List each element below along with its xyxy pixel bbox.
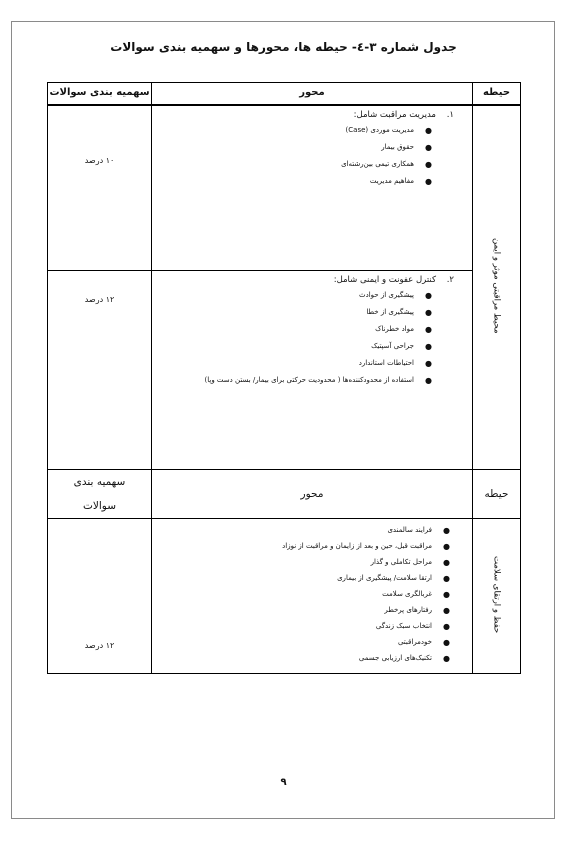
table-row (48, 519, 521, 674)
list-item: ● مدیریت موردی (Case) (345, 125, 432, 135)
list-item: ● حقوق بیمار (381, 142, 432, 152)
axis-heading: ۱. مدیریت مراقبت شامل: (353, 109, 454, 120)
list-item: ● مواد خطرناک (375, 325, 432, 335)
share-cell: ۱۰ درصد (48, 105, 152, 271)
axis-cell (152, 271, 473, 470)
domain-cell-safe-care (473, 105, 521, 470)
list-item: ● مراحل تکاملی و گذار (370, 558, 450, 567)
header-domain: حیطه (473, 470, 521, 519)
header-axis: محور (152, 470, 473, 519)
document-title: جدول شماره ۳-٤- حیطه ها، محورها و سهمیه بندی سوالات (110, 40, 457, 54)
axis-item-list (158, 125, 454, 187)
axis-cell (152, 519, 473, 674)
table-row (48, 105, 521, 271)
list-item: ● خودمراقبتی (397, 638, 450, 647)
list-item: ● جراحی آسپتیک (371, 342, 432, 352)
list-item: ● فرایند سالمندی (387, 526, 450, 535)
header-axis: محور (152, 83, 473, 105)
list-item: ● استفاده از محدودکننده‌ها ( محدودیت حرکتی برای بیمار/ بستن دست وپا) (204, 376, 432, 386)
share-cell: ۱۲ درصد (48, 519, 152, 674)
header-share: سهمیه بندی سوالات (48, 83, 152, 105)
domain-label: محیط مراقبتی موثر و ایمن (491, 238, 502, 334)
list-item: ● پیشگیری از خطا (366, 308, 432, 318)
table-header-row-repeat (48, 470, 521, 519)
domain-label: حفظ و ارتقای سلامت (491, 556, 502, 634)
list-item: ● ارتقا سلامت/ پیشگیری از بیماری (337, 574, 450, 583)
list-item: ● همکاری تیمی بین‌رشته‌ای (341, 159, 432, 169)
header-share: سهمیه بندی سوالات (48, 470, 152, 519)
share-cell: ۱۲ درصد (48, 271, 152, 470)
list-item: ● مراقبت قبل، حین و بعد از زایمان و مراقبت از نوزاد (282, 542, 450, 551)
axis-item-list (158, 525, 454, 664)
domain-cell-health-promotion (473, 519, 521, 674)
list-item: ● احتیاطات استاندارد (358, 359, 432, 369)
axis-heading: ۲. کنترل عفونت و ایمنی شامل: (333, 275, 454, 285)
list-item: ● پیشگیری از حوادث (359, 291, 432, 301)
table-row (48, 271, 521, 470)
domains-table (47, 82, 521, 674)
table-header-row (48, 83, 521, 105)
header-domain: حیطه (473, 83, 521, 105)
list-item: ● مفاهیم مدیریت (369, 176, 432, 186)
axis-item-list (158, 290, 454, 386)
list-item: ● غربالگری سلامت (382, 590, 450, 599)
page-number: ۹ (280, 777, 287, 788)
list-item: ● تکنیک‌های ارزیابی جسمی (358, 654, 450, 663)
list-item: ● انتخاب سبک زندگی (375, 622, 450, 631)
list-item: ● رفتارهای پرخطر (384, 606, 450, 615)
axis-cell (152, 105, 473, 271)
